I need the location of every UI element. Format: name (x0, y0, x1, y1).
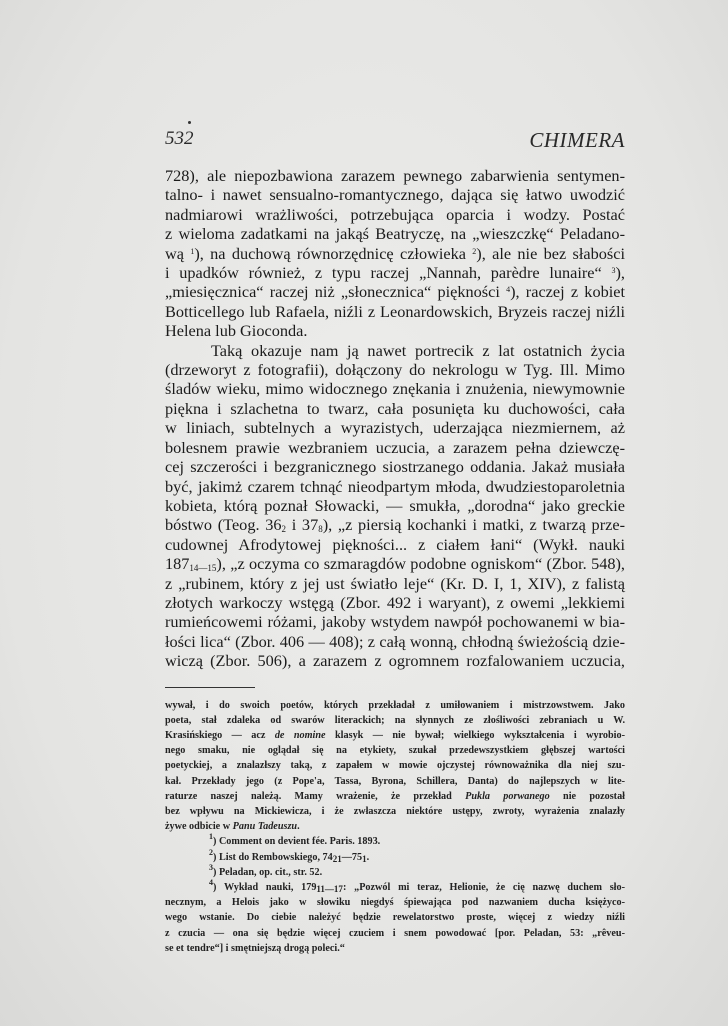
text-run: „miesięcznica“ raczej niż „słonecznica“ piękności (165, 282, 507, 302)
running-title: CHIMERA (529, 128, 625, 152)
text-line: rumieńcowemi różami, jakoby wstydem nawpół pochowanemi w bia- (165, 612, 625, 632)
text-line: z „rubinem, który z jej ust światło leje“ (Kr. D. I, 1, XIV), z falistą (165, 573, 625, 593)
subscript: 21 (332, 853, 342, 864)
footnotes (165, 698, 625, 956)
footnote-line: nego smaku, nie oglądał się na etykiety, szukał przedewszystkiem głębszej wartości (165, 745, 625, 757)
footnote-4: $^4$) Wykład nauki, $179_{11—17}$: „Pozwól mi teraz, Helionie, że cię nazwę duchem sło- (209, 878, 625, 894)
subscript: 11—17 (316, 884, 343, 894)
text-run: wą (165, 243, 191, 263)
text-line: Botticellego lub Rafaela, niźli z Leonardowskich, Bryzeis raczej niźli (165, 301, 625, 321)
text-run: i 37 (286, 515, 319, 535)
italic-title: Panu Tadeuszu (232, 821, 298, 833)
footnote-line (165, 819, 625, 834)
footnote-ref: 2 (472, 246, 477, 256)
footnote-line: se et tendre“] i smętniejszą drogą poleci.“ (165, 942, 345, 954)
text-run: ), „z oczyma co szmaragdów podobne ogniskom“ (Zbor. 548), (216, 554, 625, 574)
footnote-divider (165, 687, 255, 688)
footnote-marker: 4 (209, 878, 213, 887)
text-run: klasyk — nie bywał; wielkiego wykształcenia i wyrobio- (325, 729, 626, 741)
text-line: łości lica“ (Zbor. 406 — 408); z całą wonną, chłodną świeżością dzie- (165, 631, 625, 651)
text-run: nie pozostał (549, 790, 625, 802)
footnote-line: necznym, a Helois jako w słowiku niegdyś śpiewająca pod nazwaniem ducha księżyco- (165, 897, 625, 909)
page-header (165, 128, 625, 156)
page-number: 532 (165, 128, 194, 149)
text-run: 187 (165, 554, 190, 574)
text-line (165, 554, 625, 573)
print-speck (188, 121, 191, 124)
text-line: bolesnem prawie wezbraniem uczucia, a zarazem pełna dziewczę- (165, 437, 625, 457)
subscript: 1 (362, 853, 367, 864)
text-line (165, 515, 625, 534)
text-run: . (297, 821, 300, 833)
text-line: cej szczerości i bezgranicznego siostrzanego oddania. Jakaż musiała (165, 457, 625, 477)
text-line: (drzeworyt z fotografii), dołączony do nekrologu w Tyg. Ill. Mimo (165, 360, 625, 380)
text-run: żywe odbicie w (165, 821, 233, 833)
text-run: Krasińskiego — acz (165, 729, 275, 741)
footnote-ref: 1 (190, 246, 195, 256)
text-line: Taką okazuje nam ją nawet portrecik z lat ostatnich życia (211, 340, 625, 360)
text-run: ), (615, 263, 625, 283)
footnote-text: Wykład nauki, 179 (223, 882, 317, 893)
text-line (165, 244, 625, 263)
footnote-line: poeta, stał zdaleka od swarów literackich; na słynnych ze złośliwości zebraniach u W. (165, 714, 625, 726)
italic-term: de nomine (274, 729, 326, 741)
footnote-text: Comment on devient fée. Paris. 1893. (218, 836, 381, 848)
paragraph (165, 166, 625, 341)
text-line: kobieta, którą poznał Słowacki, — smukła, „dorodna“ jako greckie (165, 495, 625, 515)
footnote-line: wywał, i do swoich poetów, których przekładał z umiłowaniem i mistrzowstwem. Jako (165, 699, 625, 711)
footnote-ref: 3 (611, 266, 616, 276)
text-run: ), „z piersią kochanki i matki, z twarzą prze- (322, 515, 625, 535)
text-line: 728), ale niepozbawiona zarazem pewnego zabarwienia sentymen- (165, 166, 625, 185)
text-run: raturze naszej należą. Mamy wrażenie, że przekład (165, 790, 466, 802)
footnote-line: wego wstanie. Do ciebie należyć będzie rewelatorstwo proste, więcej z wiedzy niźli (165, 912, 625, 924)
text-line: piękna i szlachetna to twarz, cała posunięta ku duchowości, cała (165, 398, 625, 418)
footnote-line (165, 728, 625, 743)
footnote-3: $^3$) Peladan, op. cit., str. 52. (209, 862, 323, 878)
paragraph (165, 341, 625, 671)
text-line: Helena lub Gioconda. (165, 321, 308, 341)
text-line: śladów wieku, mimo widocznego znękania i znużenia, niewymownie (165, 379, 625, 399)
footnote-line: z czucia — ona się będzie więcej czuciem i snem powodować [por. Peladan, 53: „rêveu- (165, 927, 625, 939)
text-line: być, jakimż czarem tchnąć nieodpartym młoda, dwudziestoparoletnia (165, 476, 625, 496)
text-line (165, 282, 625, 301)
text-line: złotych warkoczy wstęgą (Zbor. 492 i waryant), z owemi „lekkiemi (165, 592, 625, 612)
subscript: 2 (281, 524, 287, 535)
footnote-text: List do Rembowskiego, 74 (218, 851, 333, 863)
text-line: wiczą (Zbor. 506), a zarazem z ogromnem rozfalowaniem uczucia, (165, 651, 625, 671)
footnote-text: Peladan, op. cit., str. 52. (218, 866, 323, 878)
footnote-1: $^1$) Comment on devient fée. Paris. 1893. (209, 832, 381, 848)
text-run: . (366, 851, 370, 863)
footnote-marker: 3 (209, 862, 213, 872)
text-line: cudownej Afrodytowej piękności... z ciałem łani“ (Wykł. nauki (165, 534, 625, 554)
footnote-ref: 4 (506, 285, 511, 295)
text-run: ), ale nie bez słabości (476, 243, 625, 263)
text-run: ), na duchową równorzędnicę człowieka (194, 243, 473, 263)
footnote-line (165, 789, 625, 804)
italic-title: Pukla porwanego (465, 790, 550, 802)
subscript: 14—15 (189, 563, 217, 574)
footnote-marker: 1 (209, 832, 213, 842)
text-line: talno- i nawet sensualno-romantycznego, dająca się łatwo uwodzić (165, 185, 625, 205)
footnote-line: bez wpływu na Mickiewicza, i że zwłaszcza niektóre ustępy, zwroty, wyrażenia znalazły (165, 805, 625, 817)
text-run: : „Pozwól mi teraz, Helionie, że cię nazwę duchem sło- (342, 882, 625, 893)
footnote-2: $^2$) List do Rembowskiego, $74_{21}—75_1$. (209, 847, 370, 864)
subscript: 8 (318, 524, 323, 535)
main-text (165, 166, 625, 671)
text-line: w liniach, subtelnych a wyrazistych, uderzająca niezmiernem, aż (165, 418, 625, 438)
text-line: z wieloma zadatkami na jakąś Beatryczę, na „wieszczkę“ Peladano- (165, 224, 625, 244)
text-run: bóstwo (Teog. 36 (165, 515, 282, 535)
footnote-marker: 2 (209, 847, 213, 857)
text-column (165, 128, 625, 956)
footnote-line: poetyckiej, a znalazłszy taką, z zapałem w mowie ojczystej równoważnika dla niej szu- (165, 760, 625, 772)
text-line: nadmiarowi wrażliwości, potrzebująca oparcia i wodzy. Postać (165, 204, 625, 224)
text-run: ), raczej z kobiet (510, 282, 626, 302)
text-line (165, 263, 625, 282)
text-run: —75 (341, 851, 363, 863)
text-run: i upadków również, z typu raczej „Nannah, parèdre lunaire“ (165, 263, 612, 283)
footnote-line: kał. Przekłady jego (z Pope'a, Tassa, Byrona, Schillera, Danta) do najlepszych w lite- (165, 775, 625, 787)
